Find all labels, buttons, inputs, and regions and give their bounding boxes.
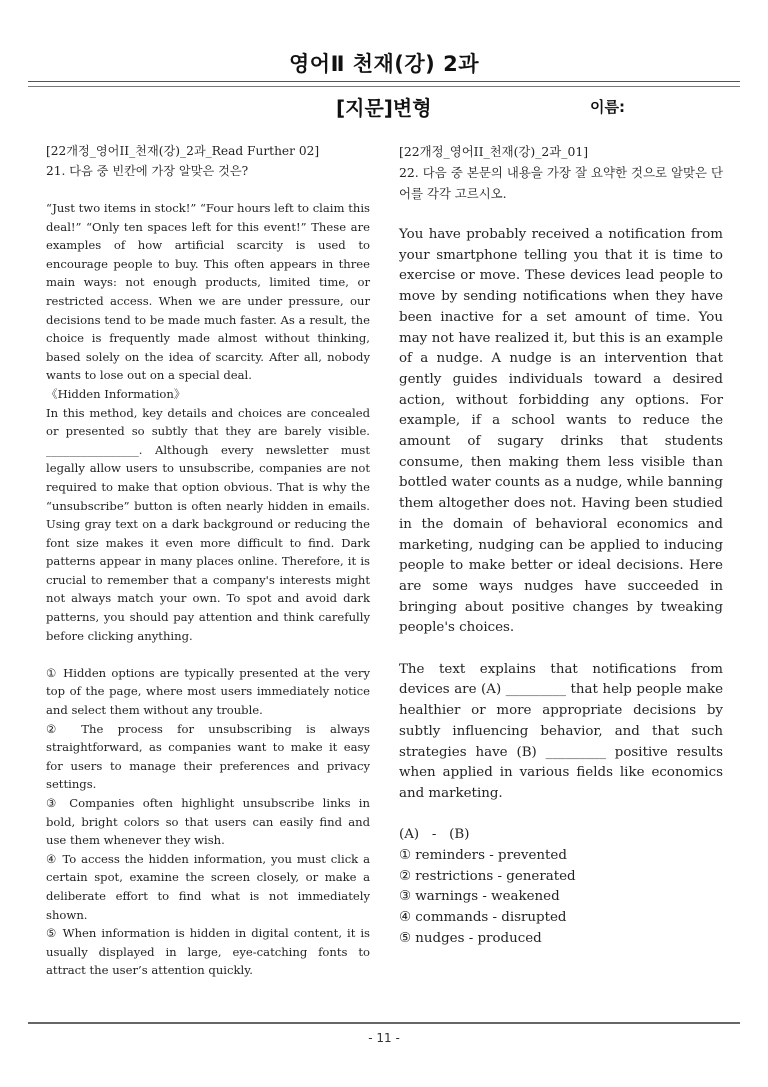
left-option-1: ① Hidden options are typically presented at the very top of the page, where most users immediately notice and select them without any trouble. <box>46 665 370 718</box>
name-label: 이름: <box>590 98 625 116</box>
left-option-4: ④ To access the hidden information, you must click a certain spot, examine the screen closely, or make a deliberate effort to find what is not immediately shown. <box>46 851 370 922</box>
left-option-3: ③ Companies often highlight unsubscribe links in bold, bright colors so that users can easily find and use them whenever they wish. <box>46 796 370 848</box>
page-subtitle: [지문]변형 <box>336 96 432 120</box>
right-option-1: ① reminders - prevented <box>399 848 567 864</box>
right-summary: The text explains that notifications from devices are (A) _________ that help people make healthier or more appropriate decisions by subtly influencing behavior, and that such strategies have (B) _________ positive results when applied in various fields like economics and marketing. <box>399 661 723 801</box>
left-question: 21. 다음 중 빈칸에 가장 알맞은 것은? <box>46 164 249 178</box>
left-source: [22개정_영어II_천재(강)_2과_Read Further 02] <box>46 144 320 158</box>
right-options <box>399 846 723 950</box>
right-column <box>399 141 723 950</box>
left-paragraph-1: “Just two items in stock!” “Four hours left to claim this deal!” “Only ten spaces left for this event!” These are examples of how artificial scarcity is used to encourage people to buy. This often appears in three main ways: not enough products, limited time, or restricted access. When we are under pressure, our decisions tend to be made much faster. As a result, the choice is frequently made almost without thinking, based solely on the idea of scarcity. After all, nobody wants to lose out on a special deal. <box>46 201 370 383</box>
right-option-2: ② restrictions - generated <box>399 868 576 884</box>
header-rule-bottom <box>28 86 740 87</box>
right-paragraph-1: You have probably received a notification from your smartphone telling you that it is time to exercise or move. These devices lead people to move by sending notifications when they have been inactive for a set amount of time. You may not have realized it, but this is an example of a nudge. A nudge is an intervention that gently guides individuals toward a desired action, without forbidding any options. For example, if a school wants to reduce the amount of sugary drinks that students consume, then making them less visible than bottled water counts as a nudge, while banning them altogether does not. Having been studied in the domain of behavioral economics and marketing, nudging can be applied to inducing people to make better or ideal decisions. Here are some ways nudges have succeeded in bringing about positive changes by tweaking people's choices. <box>399 227 723 636</box>
footer-rule <box>28 1022 740 1024</box>
left-options <box>46 664 370 980</box>
page-title: 영어Ⅱ 천재(강) 2과 <box>289 52 479 76</box>
left-paragraph-2: In this method, key details and choices are concealed or presented so subtly that they are barely visible. ________________. Although every newsletter must legally allow users to unsubscribe, companies are not required to make that option obvious. That is why the “unsubscribe” button is often nearly hidden in emails. Using gray text on a dark background or reducing the font size makes it even more difficult to find. Dark patterns appear in many places online. Therefore, it is crucial to remember that a company's interests might not always match your own. To spot and avoid dark patterns, you should pay attention and think carefully before clicking anything. <box>46 405 370 643</box>
left-section-heading: 《Hidden Information》 <box>46 386 186 401</box>
page-number: - 11 - <box>368 1031 400 1045</box>
right-source: [22개정_영어II_천재(강)_2과_01] <box>399 144 589 159</box>
right-option-4: ④ commands - disrupted <box>399 910 567 926</box>
header-rule-top <box>28 81 740 82</box>
left-option-5: ⑤ When information is hidden in digital content, it is usually displayed in large, eye-catching fonts to attract the user’s attention quickly. <box>46 926 370 978</box>
left-option-2: ② The process for unsubscribing is always straightforward, as companies want to make it easy for users to manage their preferences and privacy settings. <box>46 721 370 792</box>
right-answer-header: (A) - (B) <box>399 827 470 843</box>
right-option-3: ③ warnings - weakened <box>399 889 560 905</box>
left-column <box>46 141 370 980</box>
right-question: 22. 다음 중 본문의 내용을 가장 잘 요약한 것으로 알맞은 단어를 각각 고르시오. <box>399 165 723 201</box>
right-option-5: ⑤ nudges - produced <box>399 930 542 946</box>
